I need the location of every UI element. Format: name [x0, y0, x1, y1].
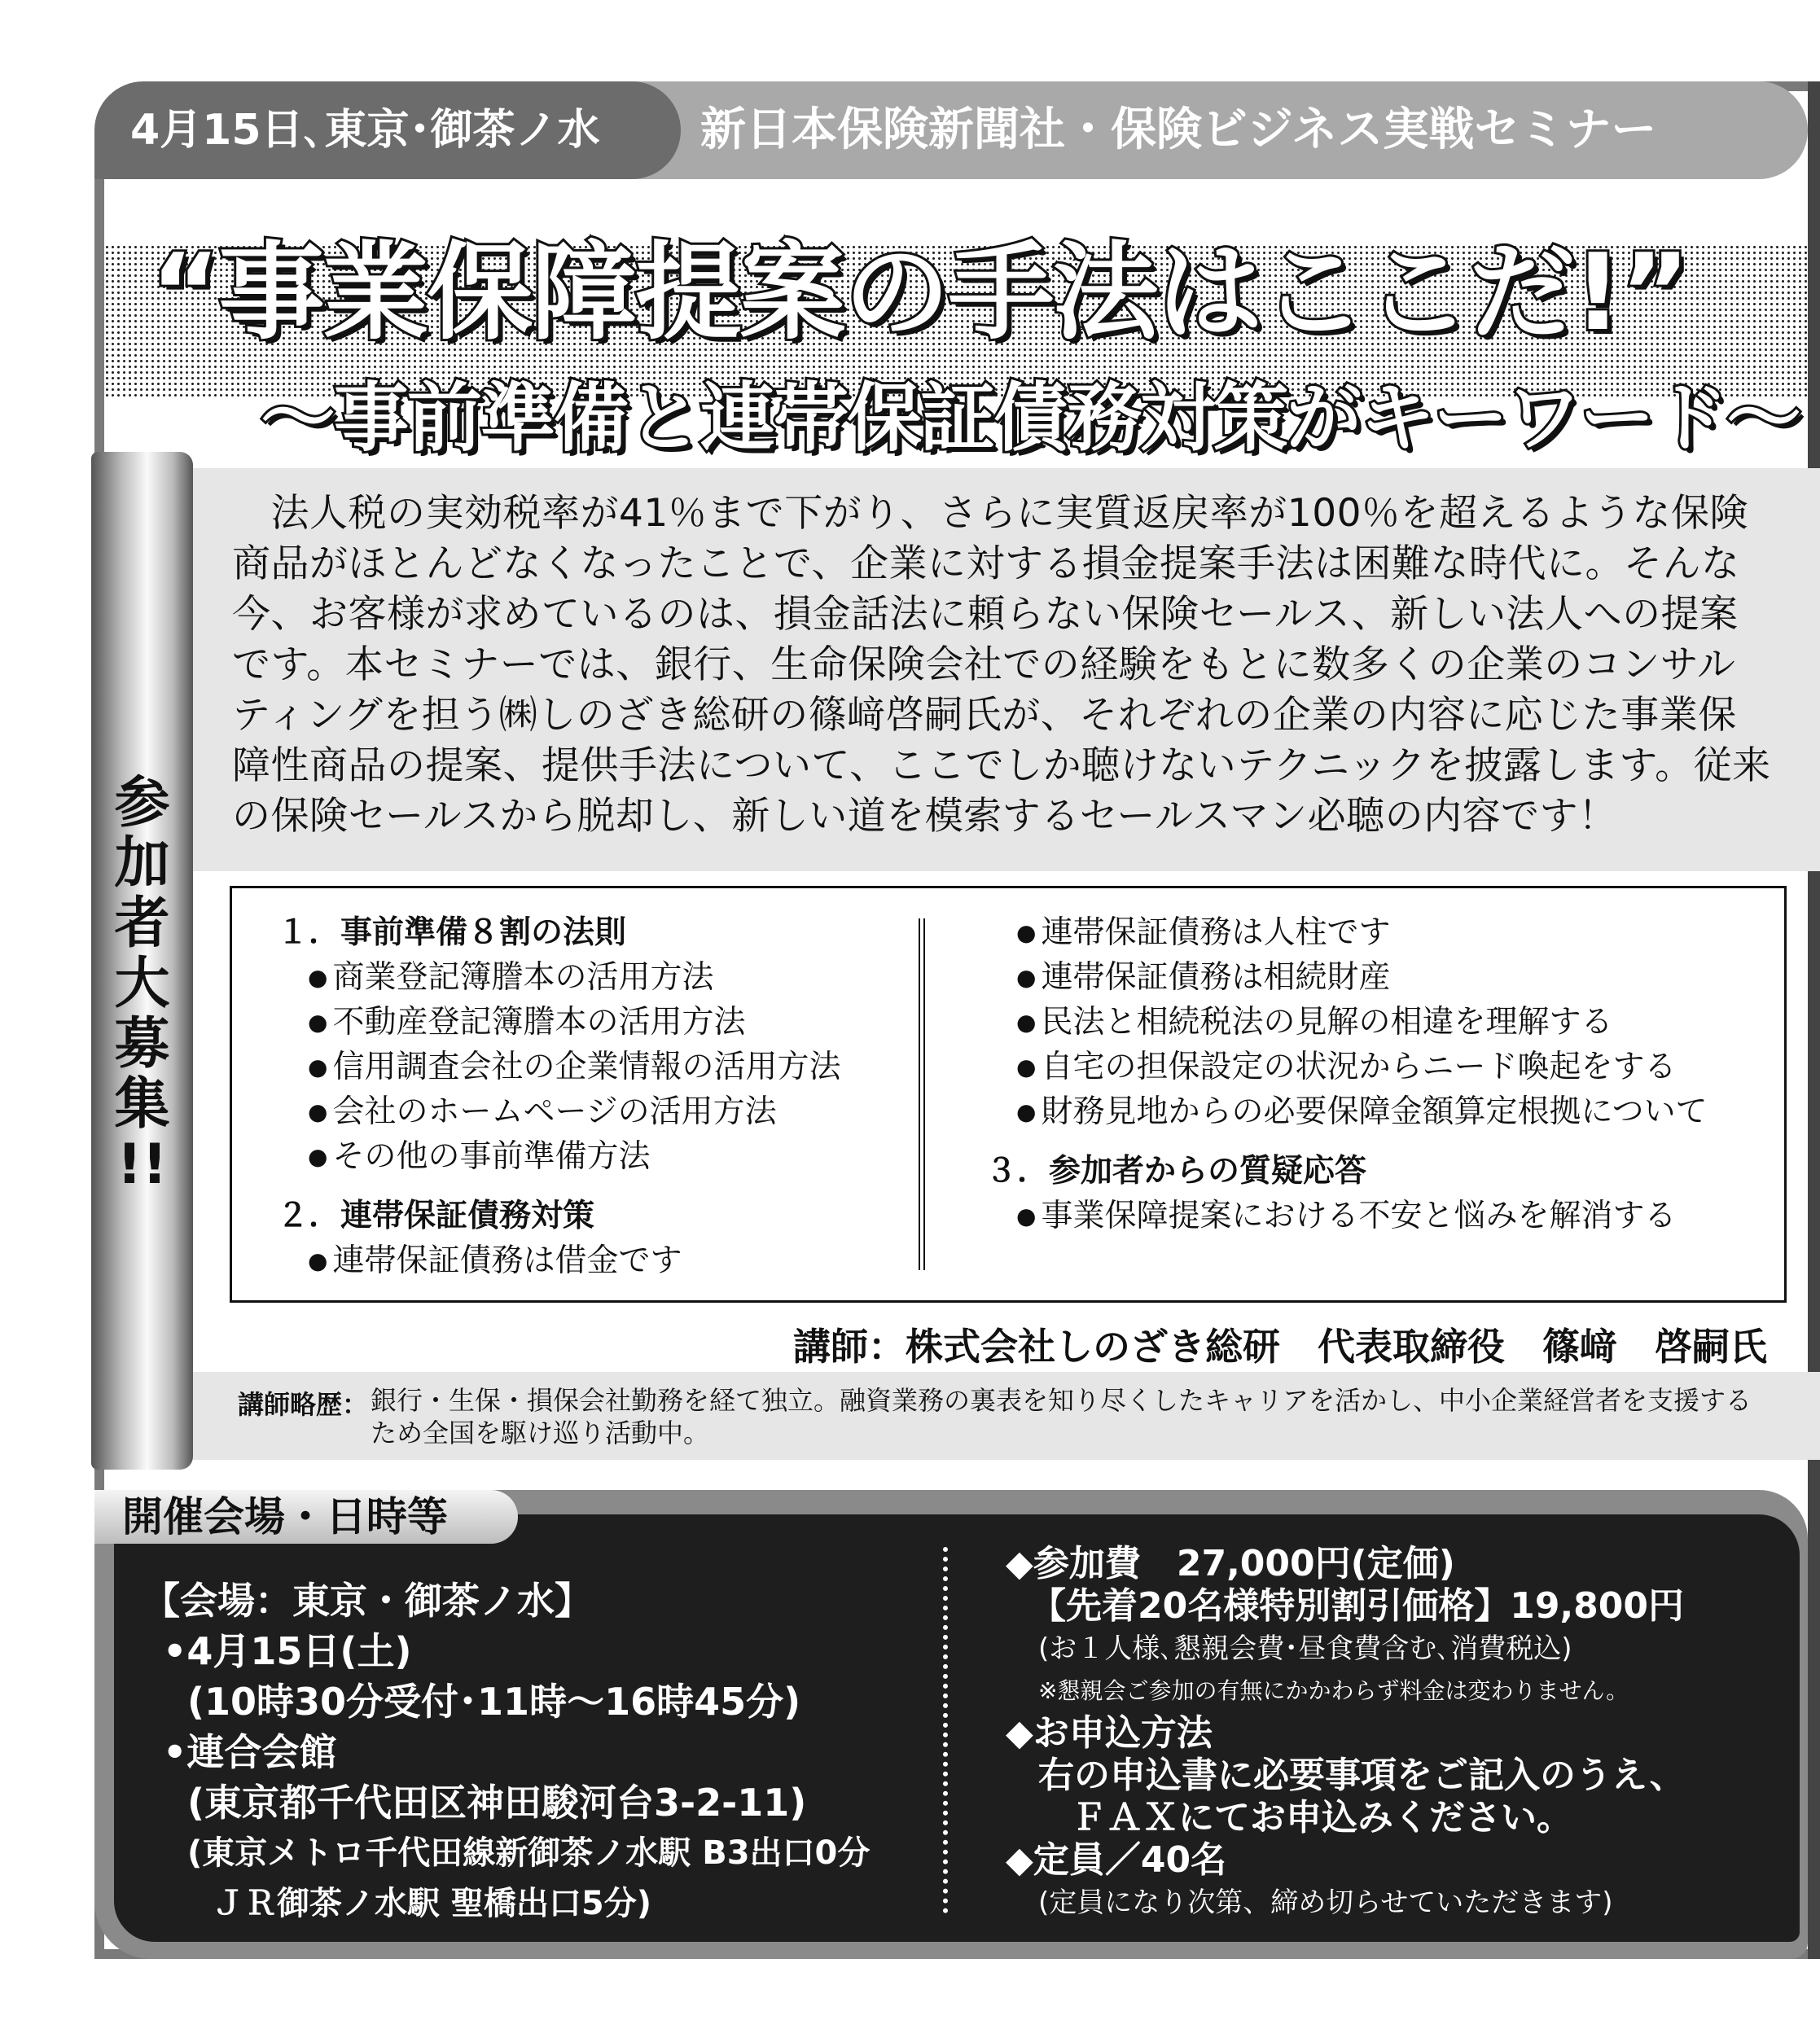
venue-place-heading: 【会場：東京・御茶ノ水】: [143, 1579, 592, 1623]
side-tab-char: 加: [114, 831, 170, 896]
side-tab-char: 募: [114, 1012, 170, 1076]
program-right-column: [985, 910, 1708, 1238]
right-edge: [1808, 81, 1820, 1959]
list-item: ● その他の事前準備方法: [277, 1134, 840, 1179]
header-organizer: 新日本保険新聞社・保険ビジネス実戦セミナー: [700, 103, 1657, 156]
capacity-note: (定員になり次第、締め切らせていただきます): [1038, 1886, 1613, 1919]
apply-heading: ◆お申込方法: [1006, 1712, 1213, 1754]
list-item: ● 連帯保証債務は相続財産: [985, 955, 1708, 1000]
list-item: ● 事業保障提案における不安と悩みを解消する: [985, 1194, 1708, 1238]
program-section-3: ３．参加者からの質疑応答: [985, 1153, 1367, 1190]
list-item: ● 財務見地からの必要保障金額算定根拠について: [985, 1089, 1708, 1134]
discount-line: 【先着20名様特別割引価格】19,800円: [1030, 1585, 1685, 1627]
main-title: “事業保障提案の手法はここだ!”: [151, 230, 1689, 354]
venue-tag-text: 開催会場・日時等: [122, 1493, 448, 1540]
side-tab-char: 者: [114, 892, 170, 956]
fee-details: [1006, 1543, 1686, 1924]
list-item: ● 連帯保証債務は借金です: [277, 1238, 840, 1283]
sub-title: ～事前準備と連帯保証債務対策がキーワード～: [261, 375, 1800, 462]
venue-hall: •連合会館: [163, 1730, 337, 1774]
side-tab-text: [91, 773, 193, 1195]
venue-access-2: ＪＲ御茶ノ水駅 聖橋出口5分): [212, 1885, 652, 1922]
venue-access-1: (東京メトロ千代田線新御茶ノ水駅 B3出口0分: [187, 1834, 871, 1872]
side-tab-char: 参: [114, 771, 170, 835]
fee-line: ◆参加費 27,000円(定価): [1006, 1543, 1455, 1584]
list-item: ● 連帯保証債務は人柱です: [985, 910, 1708, 955]
apply-line-2: ＦＡＸにてお申込みください。: [1071, 1797, 1572, 1838]
bio-text: 銀行・生保・損保会社勤務を経て独立。融資業務の裏表を知り尽くしたキャリアを活かし、中小企業経営者を支援するため全国を駆け巡り活動中。: [371, 1385, 1752, 1448]
side-tab-char: 大: [114, 952, 170, 1016]
fee-note: (お１人様､懇親会費･昼食費含む､消費税込): [1038, 1632, 1572, 1665]
apply-line-1: 右の申込書に必要事項をご記入のうえ、: [1038, 1755, 1686, 1796]
venue-date: •4月15日(土): [163, 1629, 412, 1673]
header-date-location: 4月15日､東京･御茶ノ水: [130, 106, 600, 155]
fee-note-2: ※懇親会ご参加の有無にかかわらず料金は変わりません。: [1038, 1677, 1629, 1704]
program-divider: [919, 918, 925, 1270]
bio-label: 講師略歴：: [238, 1389, 369, 1420]
list-item: ● 不動産登記簿謄本の活用方法: [277, 1000, 840, 1045]
list-item: ● 信用調査会社の企業情報の活用方法: [277, 1045, 840, 1089]
venue-details: [143, 1575, 870, 1929]
venue-time: (10時30分受付･11時～16時45分): [187, 1680, 801, 1724]
program-section-2: ２．連帯保証債務対策: [277, 1198, 595, 1234]
venue-divider: [943, 1547, 948, 1913]
list-item: ● 商業登記簿謄本の活用方法: [277, 955, 840, 1000]
venue-address: (東京都千代田区神田駿河台3-2-11): [187, 1781, 807, 1825]
program-section-1: １．事前準備８割の法則: [277, 914, 627, 951]
intro-text: 法人税の実効税率が41％まで下がり、さらに実質返戻率が100％を超えるような保険商品がほとんどなくなったことで、企業に対する損金提案手法は困難な時代に。そんな今、お客様が求めているのは、損金話法に頼らない保険セールス、新しい法人への提案です。本セミナーでは、銀行、生命保険会社での経験をもとに数多くの企業のコンサルティングを担う㈱しのざき総研の篠﨑啓嗣氏が、それぞれの企業の内容に応じた事業保障性商品の提案、提供手法について、ここでしか聴けないテクニックを披露します。従来の保険セールスから脱却し、新しい道を模索するセールスマン必聴の内容です！: [232, 491, 1771, 839]
capacity-line: ◆定員／40名: [1006, 1839, 1227, 1881]
list-item: ● 自宅の担保設定の状況からニード喚起をする: [985, 1045, 1708, 1089]
list-item: ● 会社のホームページの活用方法: [277, 1089, 840, 1134]
side-tab-char: 集: [114, 1072, 170, 1137]
lecturer-line: 講師：株式会社しのざき総研 代表取締役 篠﨑 啓嗣氏: [793, 1325, 1767, 1369]
program-left-column: [277, 910, 840, 1283]
list-item: ● 民法と相続税法の見解の相違を理解する: [985, 1000, 1708, 1045]
side-tab-char: !!: [116, 1133, 168, 1197]
